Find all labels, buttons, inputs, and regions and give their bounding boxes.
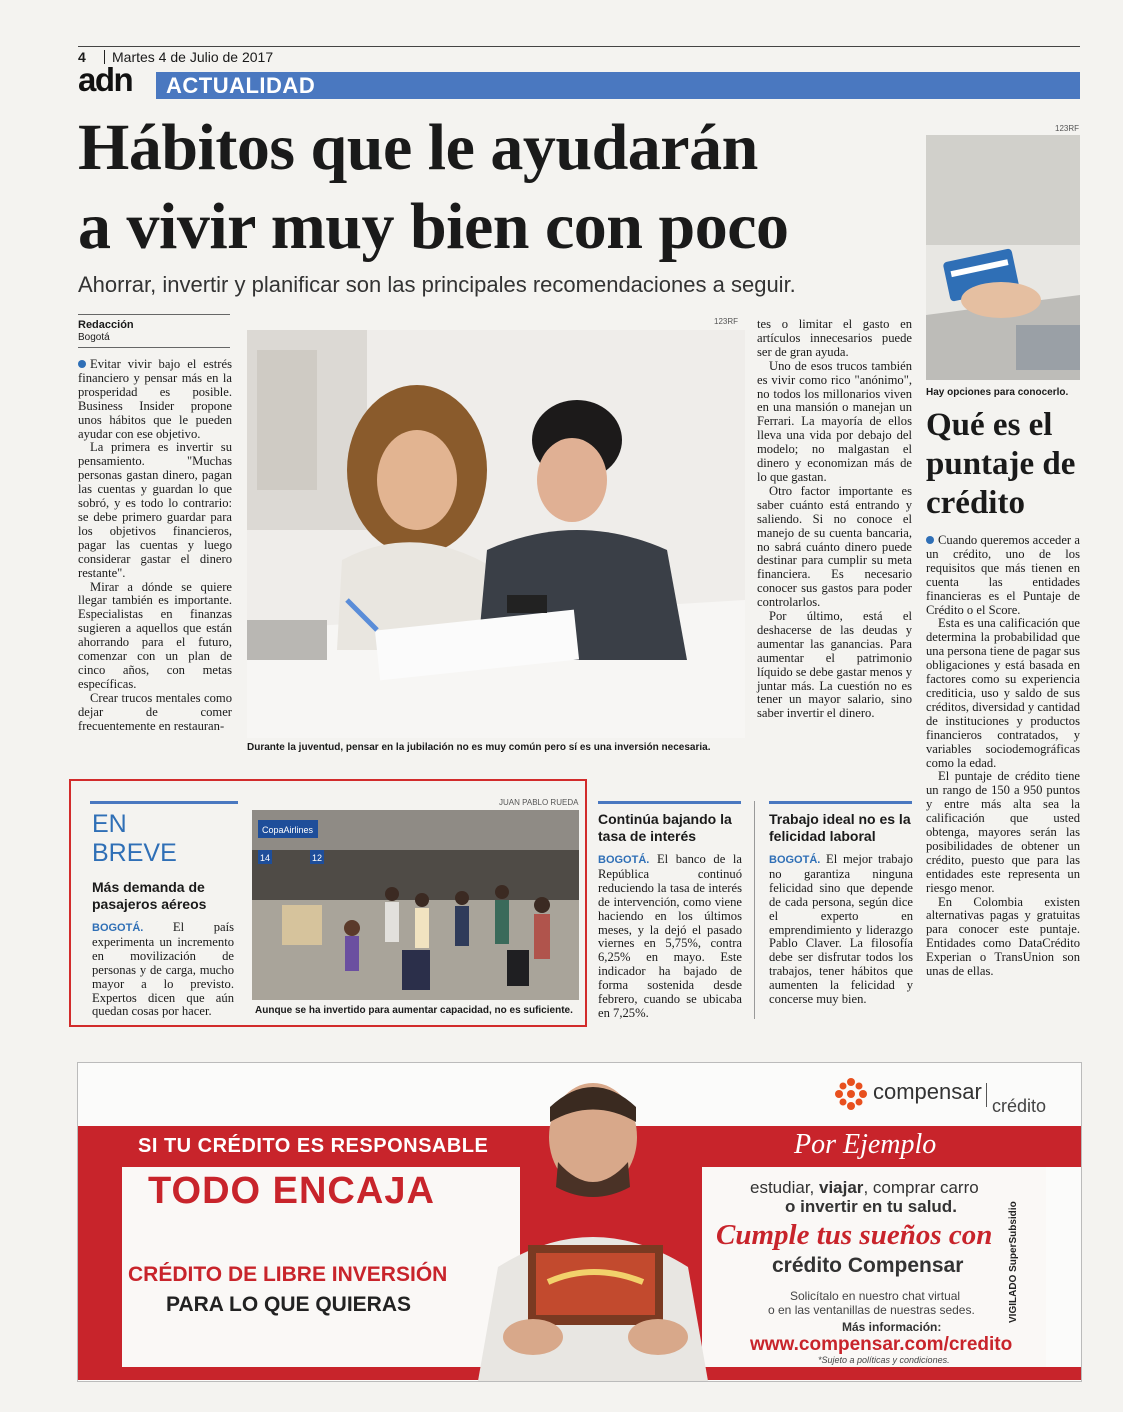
ad-brand: compensar (873, 1079, 982, 1104)
brief3-rule (769, 801, 912, 804)
ad-brand-product: crédito (992, 1096, 1047, 1116)
article-paragraph: Uno de esos trucos también es vivir como rico "anónimo", no todos los millonarios viven en una mansión o manejan un Ferrari. La mayoría de ellos lleva una vida por debajo del modelo; no malgastan el dinero y economizan más de lo que gastan. (757, 358, 912, 484)
adn-logo: adn (78, 61, 133, 98)
en-breve-body (92, 921, 234, 1019)
airport-photo (252, 810, 579, 1000)
ad-credito-compensar: crédito Compensar (772, 1254, 964, 1277)
ad-vigilado-strip (1046, 1167, 1081, 1367)
compensar-logo-icon (834, 1077, 868, 1111)
sidebar-paragraph: El puntaje de crédito tiene un rango de 150 a 950 puntos y entre más alta sea la calificación que usted obtenga, mayores serán las posibilidades de obtener un crédito, puesto que para las entidades este representa un riesgo menor. (926, 769, 1080, 895)
byline-rule-bottom (78, 347, 230, 348)
counter-number-a: 14 (260, 853, 271, 863)
bullet-dot (78, 360, 86, 368)
airline-sign-text: CopaAirlines (262, 825, 314, 835)
ad-example-travel: viajar (819, 1178, 864, 1197)
brief2-headline: Continúa bajando la tasa de interés (598, 811, 732, 844)
counter-number-b: 12 (312, 853, 323, 863)
en-breve-photo-credit: JUAN PABLO RUEDA (499, 798, 579, 807)
main-headline (78, 108, 918, 266)
sidebar-paragraph: En Colombia existen alternativas pagas y gratuitas para conocer este puntaje. Entidades como DataCrédito Experian o TransUnion son unas de ellas. (926, 894, 1080, 979)
en-breve-text: El país experimenta un incremento en movilización de personas y de carga, mucho mayor a lo previsto. Expertos dicen que aún quedan cosas por hacer. (92, 920, 234, 1019)
byline-rule (78, 314, 230, 315)
en-breve-label-1: EN (92, 810, 127, 838)
photo-credit: 123RF (714, 317, 739, 326)
byline-location: Bogotá (78, 332, 110, 343)
brief3-body (769, 853, 913, 1007)
section-label: ACTUALIDAD (166, 73, 316, 98)
ad-disclaimer: *Sujeto a políticas y condiciones. (818, 1355, 950, 1365)
subheadline: Ahorrar, invertir y planificar son las principales recomendaciones a seguir. (78, 272, 796, 297)
headline-line-2: a vivir muy bien con poco (78, 190, 789, 263)
ad-left-line1: CRÉDITO DE LIBRE INVERSIÓN (128, 1263, 448, 1286)
ad-solicitalo-2: o en las ventanillas de nuestras sedes. (768, 1303, 975, 1317)
credit-card-illustration (926, 135, 1080, 380)
byline: Redacción (78, 319, 134, 331)
ad-example-car: , comprar carro (863, 1178, 979, 1197)
couple-photo-illustration (247, 330, 745, 738)
ad-brand-divider (986, 1083, 987, 1107)
ad-por-ejemplo: Por Ejemplo (794, 1129, 937, 1160)
article-column-1 (78, 358, 232, 733)
ad-banner-main: TODO ENCAJA (148, 1170, 435, 1212)
sidebar-paragraph: Esta es una calificación que determina la probabilidad que una persona tiene de pagar sus obligaciones y está basada en factores como su experiencia crediticia, uso y saldo de sus créditos, diversidad y cantidad de instituciones y productos financieros contratados, y variables sociodemográficas como la edad. (926, 616, 1080, 770)
article-column-2 (757, 318, 912, 721)
ad-banner-top: SI TU CRÉDITO ES RESPONSABLE (138, 1135, 489, 1157)
brief2-kicker: BOGOTÁ. (598, 854, 650, 866)
brief3-headline: Trabajo ideal no es la felicidad laboral (769, 811, 911, 844)
ad-solicitalo-1: Solicítalo en nuestro chat virtual (790, 1289, 961, 1303)
en-breve-headline: Más demanda de pasajeros aéreos (92, 879, 207, 912)
bullet-dot (926, 536, 934, 544)
article-paragraph: Por último, está el deshacerse de las deudas y aumentar las ganancias. Para aumentar el patrimonio líquido se debe gastar menos y juntar más. La cuestión no es tener un mayor salario, sino saber invertir el dinero. (757, 609, 912, 721)
airport-photo-caption: Aunque se ha invertido para aumentar capacidad, no es suficiente. (255, 1005, 573, 1016)
article-paragraph: tes o limitar el gasto en artículos innecesarios puede ser de gran ayuda. (757, 317, 912, 359)
sidebar-photo-credit: 123RF (1055, 124, 1080, 133)
en-breve-label (92, 810, 177, 868)
ad-vigilado: VIGILADO SuperSubsidio (1008, 1201, 1019, 1323)
section-banner (156, 72, 1080, 99)
sidebar-paragraph: Cuando queremos acceder a un crédito, uno de los requisitos que más tienen en cuenta las entidades financieras es el Puntaje de Crédito o el Score. (926, 533, 1080, 617)
man-holding-box-image (478, 1067, 708, 1381)
brief-divider (754, 801, 755, 1019)
sidebar-photo-caption: Hay opciones para conocerlo. (926, 387, 1069, 398)
brief2-rule (598, 801, 741, 804)
en-breve-rule (90, 801, 238, 804)
sidebar-column (926, 534, 1080, 979)
article-paragraph: Crear trucos mentales como dejar de comer frecuentemente en restauran- (78, 690, 232, 733)
ad-person-illustration (478, 1067, 708, 1381)
ad-example-study: estudiar, (750, 1178, 815, 1197)
ad-frame (77, 1062, 1082, 1382)
en-breve-label-2: BREVE (92, 839, 177, 867)
article-paragraph: Evitar vivir bajo el estrés financiero y pensar más en la prosperidad es posible. Business Insider propone unos hábitos que le pueden ayudar con ese objetivo. (78, 357, 232, 441)
brief2-body (598, 853, 742, 1021)
page-date: Martes 4 de Julio de 2017 (112, 49, 274, 65)
sidebar-photo (926, 135, 1080, 380)
top-rule (78, 46, 1080, 47)
ad-left-line2: PARA LO QUE QUIERAS (166, 1293, 412, 1316)
airport-illustration (252, 810, 579, 1000)
ad-url[interactable]: www.compensar.com/credito (750, 1334, 1013, 1355)
ad-examples-line1 (750, 1178, 979, 1198)
en-breve-kicker: BOGOTÁ. (92, 922, 144, 934)
brief3-text: El mejor trabajo no garantiza ninguna felicidad sino que depende de cada persona, según dice el experto en emprendimiento y liderazgo Pablo Claver. La filosofía debe ser disfrutar todos los trabajos, tener hábitos que aumenten la felicidad y concerse muy bien. (769, 852, 913, 1007)
article-paragraph: Otro factor importante es saber cuánto está entrando y saliendo. Si no conoce el manejo de su cuenta bancaria, no sabrá cuánto dinero puede destinar para cumplir su meta financiera. Es necesario conocer sus gastos para poder controlarlos. (757, 483, 912, 610)
brief2-text: El banco de la República continuó reduciendo la tasa de interés de intervención, como viene haciendo en los últimos meses, y la dejó el pasado viernes en 5,75%, contra 6,25% en mayo. Este indicador ha bajado de forma sostenida desde febrero, cuando se ubicaba en 7,25%. (598, 852, 742, 1020)
ad-mas-info: Más información: (842, 1320, 942, 1334)
dots-logo-icon (834, 1077, 868, 1111)
headline-line-1: Hábitos que le ayudarán (78, 111, 758, 184)
brief3-kicker: BOGOTÁ. (769, 854, 821, 866)
article-paragraph: La primera es invertir su pensamiento. "Muchas personas gastan dinero, pagan las cuentas y guardan lo que sobró, y es todo lo contrario: se debe primero guardar para los objetivos financieros, pagar las cuentas y luego considerar gastar el dinero restante". (78, 440, 232, 580)
ad-examples-line2: o invertir en tu salud. (785, 1197, 957, 1216)
page-number: 4 (78, 49, 86, 65)
main-photo-caption: Durante la juventud, pensar en la jubilación no es muy común pero sí es una inversión necesaria. (247, 742, 711, 753)
article-paragraph: Mirar a dónde se quiere llegar también es importante. Especialistas en finanzas sugieren a aquellos que están ahorrando para el futuro, comenzar con un plan de cinco años, con metas específicas. (78, 579, 232, 691)
sidebar-headline: Qué es el puntaje de crédito (926, 407, 1076, 521)
main-photo (247, 330, 745, 738)
ad-cumple: Cumple tus sueños con (716, 1219, 993, 1251)
